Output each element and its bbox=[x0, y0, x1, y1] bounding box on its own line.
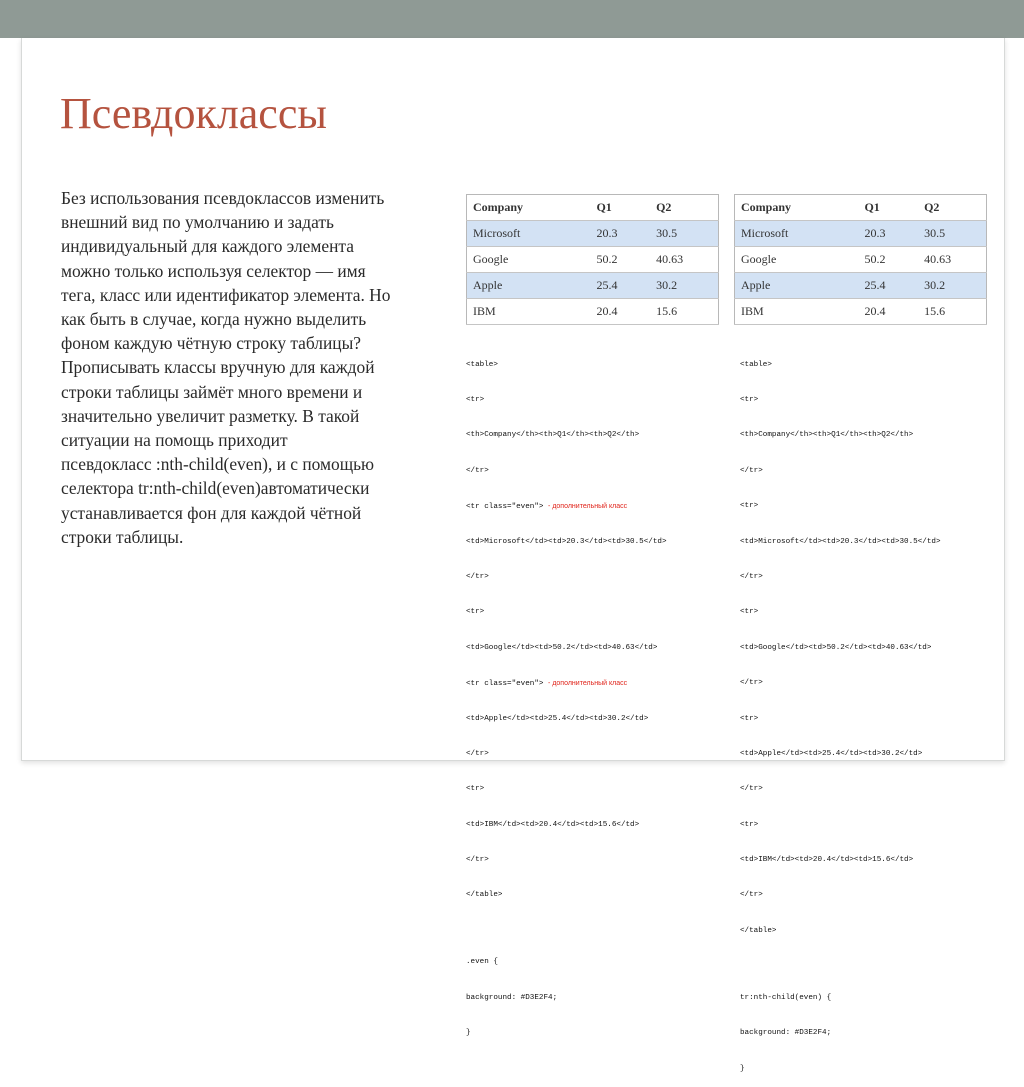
body-line: псевдокласс :nth-child(even), и с помощью bbox=[61, 454, 375, 475]
code-line: <tr> bbox=[466, 395, 485, 404]
example-table-left bbox=[466, 194, 719, 325]
code-line: <td>Microsoft</td><td>20.3</td><td>30.5</td> bbox=[740, 537, 941, 546]
example-table-right bbox=[734, 194, 987, 325]
table-cell: 30.2 bbox=[650, 273, 718, 299]
table-row bbox=[467, 247, 719, 273]
table-cell: 25.4 bbox=[590, 273, 650, 299]
body-line: как быть в случае, когда нужно выделить bbox=[61, 309, 367, 330]
code-line: </tr> bbox=[740, 466, 763, 475]
body-line: селектора tr:nth-child(even)автоматически bbox=[61, 478, 370, 499]
body-line: строки таблицы. bbox=[61, 526, 184, 547]
table-header-row bbox=[467, 195, 719, 221]
code-line: </table> bbox=[740, 926, 777, 935]
code-line: </tr> bbox=[466, 749, 489, 758]
code-line: </tr> bbox=[466, 856, 489, 865]
code-line: <tr> bbox=[740, 608, 759, 617]
table-cell: Apple bbox=[467, 273, 591, 299]
table-cell: Microsoft bbox=[735, 221, 859, 247]
table-cell: IBM bbox=[467, 299, 591, 325]
body-line: ситуации на помощь приходит bbox=[61, 430, 288, 451]
slide-title: Псевдоклассы bbox=[60, 89, 327, 138]
code-line: <td>IBM</td><td>20.4</td><td>15.6</td> bbox=[740, 856, 914, 865]
table-row bbox=[735, 299, 987, 325]
code-line: <td>Apple</td><td>25.4</td><td>30.2</td> bbox=[740, 749, 923, 758]
code-line-with-note bbox=[466, 501, 667, 513]
code-line: <td>Apple</td><td>25.4</td><td>30.2</td> bbox=[466, 714, 649, 723]
code-listing-left bbox=[466, 336, 667, 1052]
code-listing-right bbox=[740, 336, 941, 1087]
code-line: <tr class="even"> bbox=[466, 503, 544, 512]
table-cell: IBM bbox=[735, 299, 859, 325]
header-company: Company bbox=[467, 195, 591, 221]
header-q1: Q1 bbox=[590, 195, 650, 221]
table-cell: 15.6 bbox=[650, 299, 718, 325]
code-line: <td>IBM</td><td>20.4</td><td>15.6</td> bbox=[466, 820, 640, 829]
code-line: </tr> bbox=[740, 679, 763, 688]
table-cell: 20.3 bbox=[590, 221, 650, 247]
css-line: background: #D3E2F4; bbox=[740, 1029, 832, 1038]
body-line: можно только используя селектор — имя bbox=[61, 260, 366, 281]
code-line: </tr> bbox=[740, 785, 763, 794]
body-line: фоном каждую чётную строку таблицы? bbox=[61, 333, 362, 354]
code-line: </tr> bbox=[740, 572, 763, 581]
body-line: Прописывать классы вручную для каждой bbox=[61, 357, 375, 378]
header-q1: Q1 bbox=[858, 195, 918, 221]
table-cell: 20.3 bbox=[858, 221, 918, 247]
code-line: <tr> bbox=[466, 608, 485, 617]
body-line: устанавливается фон для каждой чётной bbox=[61, 502, 362, 523]
top-bar bbox=[0, 0, 1024, 38]
body-line: индивидуальный для каждого элемента bbox=[61, 236, 354, 257]
css-line: } bbox=[740, 1064, 745, 1073]
code-line: <td>Microsoft</td><td>20.3</td><td>30.5</td> bbox=[466, 537, 667, 546]
table-cell: 50.2 bbox=[590, 247, 650, 273]
code-line: <tr> bbox=[466, 785, 485, 794]
table-cell: 25.4 bbox=[858, 273, 918, 299]
code-line: <th>Company</th><th>Q1</th><th>Q2</th> bbox=[466, 431, 640, 440]
table-cell: Google bbox=[467, 247, 591, 273]
css-line: tr:nth-child(even) { bbox=[740, 993, 832, 1002]
table-row bbox=[735, 221, 987, 247]
slide-body-text bbox=[61, 186, 446, 549]
table-row bbox=[467, 221, 719, 247]
code-line: </table> bbox=[466, 891, 503, 900]
header-company: Company bbox=[735, 195, 859, 221]
table-cell: 40.63 bbox=[650, 247, 718, 273]
body-line: строки таблицы займёт много времени и bbox=[61, 381, 363, 402]
body-line: тега, класс или идентификатор элемента. Но bbox=[61, 284, 391, 305]
table-cell: 15.6 bbox=[918, 299, 986, 325]
code-line: <td>Google</td><td>50.2</td><td>40.63</td> bbox=[740, 643, 932, 652]
css-line: .even { bbox=[466, 958, 498, 967]
table-cell: 50.2 bbox=[858, 247, 918, 273]
table-cell: 30.5 bbox=[650, 221, 718, 247]
code-line-with-note bbox=[466, 678, 667, 690]
code-line: </tr> bbox=[740, 891, 763, 900]
table-cell: Google bbox=[735, 247, 859, 273]
table-cell: 20.4 bbox=[590, 299, 650, 325]
body-line: внешний вид по умолчанию и задать bbox=[61, 212, 334, 233]
table-cell: 30.2 bbox=[918, 273, 986, 299]
code-line: <tr> bbox=[740, 395, 759, 404]
body-line: Без использования псевдоклассов изменить bbox=[61, 188, 385, 208]
code-line: <td>Google</td><td>50.2</td><td>40.63</td> bbox=[466, 643, 658, 652]
table-row bbox=[467, 299, 719, 325]
code-line: </tr> bbox=[466, 466, 489, 475]
code-note: - дополнительный класс bbox=[548, 680, 628, 688]
code-line: <tr> bbox=[740, 820, 759, 829]
body-line: значительно увеличит разметку. В такой bbox=[61, 405, 360, 426]
css-line: background: #D3E2F4; bbox=[466, 993, 558, 1002]
code-line: <table> bbox=[466, 360, 498, 369]
table-row bbox=[735, 273, 987, 299]
table-cell: 20.4 bbox=[858, 299, 918, 325]
code-line: </tr> bbox=[466, 572, 489, 581]
code-note: - дополнительный класс bbox=[548, 503, 628, 511]
table-cell: 30.5 bbox=[918, 221, 986, 247]
table-cell: Microsoft bbox=[467, 221, 591, 247]
table-row bbox=[467, 273, 719, 299]
code-line: <tr> bbox=[740, 502, 759, 511]
code-line: <table> bbox=[740, 360, 772, 369]
code-line: <tr class="even"> bbox=[466, 680, 544, 689]
code-line: <tr> bbox=[740, 714, 759, 723]
table-cell: Apple bbox=[735, 273, 859, 299]
header-q2: Q2 bbox=[918, 195, 986, 221]
code-line: <th>Company</th><th>Q1</th><th>Q2</th> bbox=[740, 431, 914, 440]
table-cell: 40.63 bbox=[918, 247, 986, 273]
table-header-row bbox=[735, 195, 987, 221]
header-q2: Q2 bbox=[650, 195, 718, 221]
css-line: } bbox=[466, 1029, 471, 1038]
table-row bbox=[735, 247, 987, 273]
